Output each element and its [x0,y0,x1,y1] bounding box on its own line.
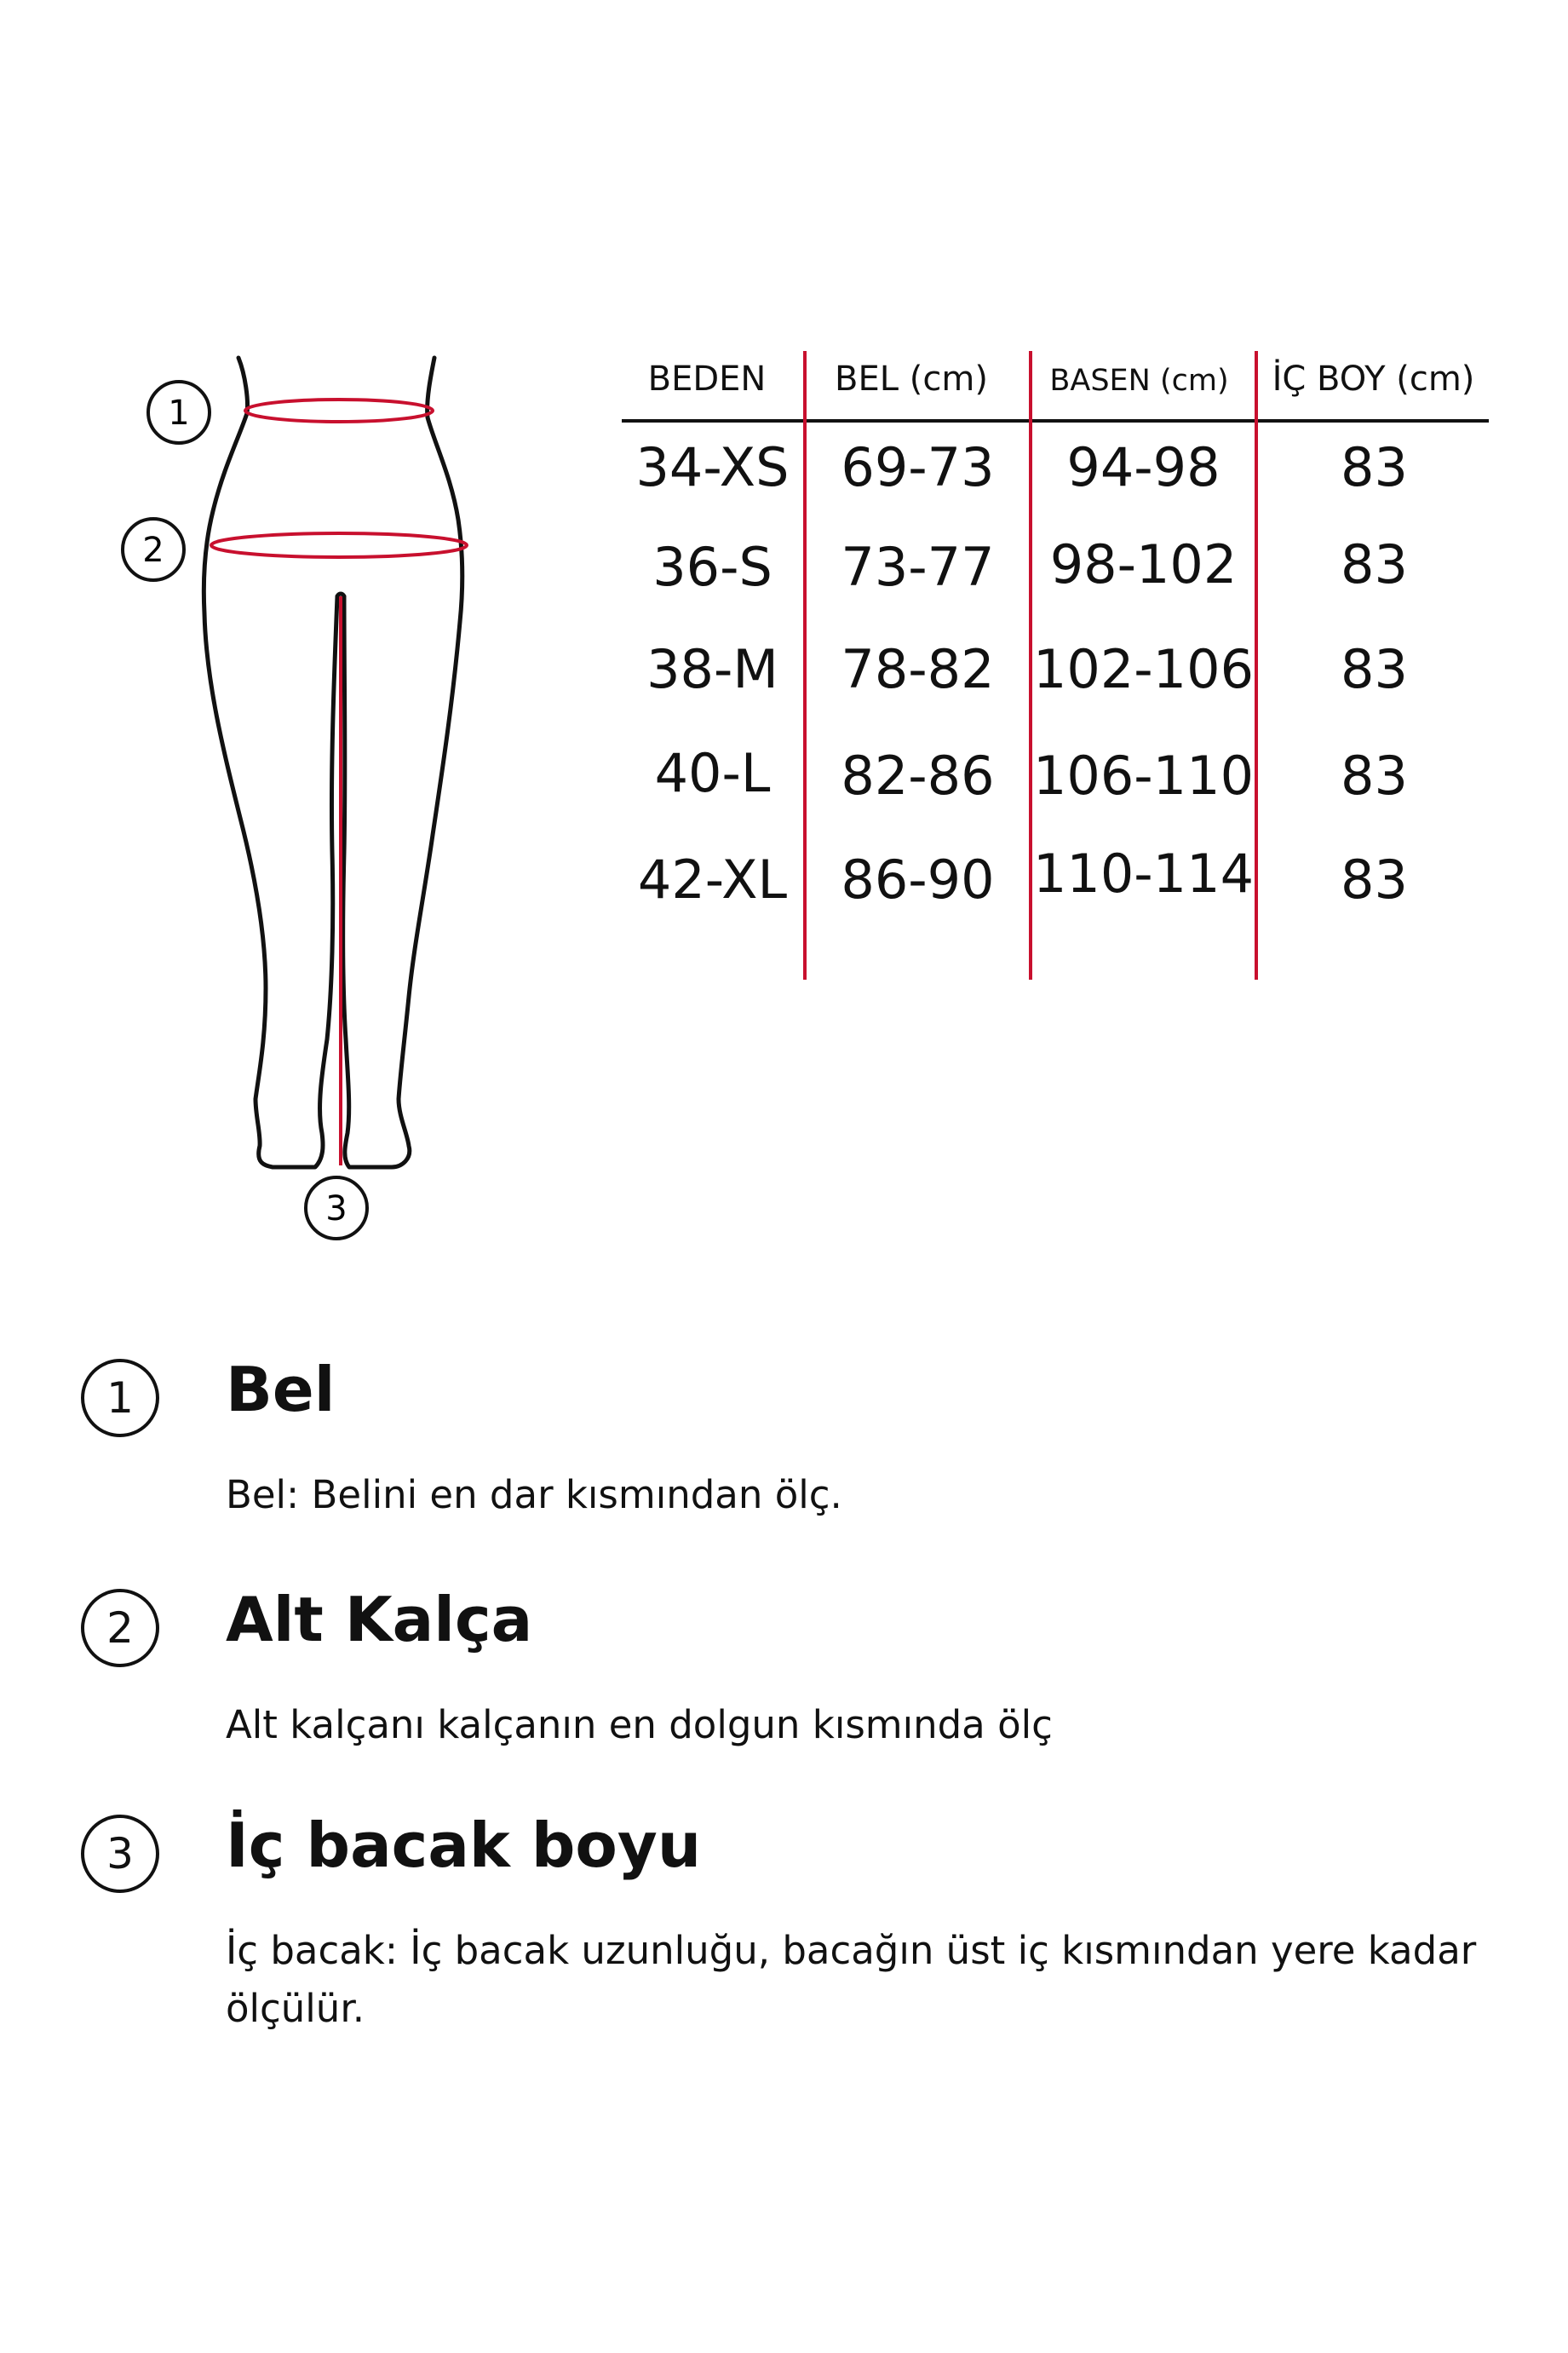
table-cell: 98-102 [1049,533,1238,595]
size-chart-table [622,349,1490,980]
legend-number-badge: 2 [81,1589,159,1667]
legend-description: Bel: Belini en dar kısmından ölç. [226,1472,842,1517]
table-cell: 82-86 [841,745,995,807]
legend-number-badge: 1 [81,1359,159,1437]
header-hip: BASEN (cm) [1049,364,1229,398]
table-cell: 83 [1341,849,1408,911]
header-waist: BEL (cm) [835,360,988,399]
marker-3-label: 3 [325,1189,347,1228]
marker-3 [306,1177,367,1239]
table-cell: 94-98 [1066,436,1221,498]
legend-description: İç bacak: İç bacak uzunluğu, bacağın üst iç kısmından yere kadar ölçülür. [226,1928,1477,2031]
table-cell: 83 [1341,745,1408,807]
header-inseam: İÇ BOY (cm) [1272,360,1475,399]
marker-1 [148,382,210,443]
table-cell: 83 [1341,638,1408,700]
table-cell: 34-XS [635,436,790,498]
legend-title: İç bacak boyu [226,1809,702,1881]
table-cell: 106-110 [1032,745,1255,807]
legend-description: Alt kalçanı kalçanın en dolgun kısmında ölç [226,1702,1053,1747]
table-cell: 69-73 [841,436,995,498]
marker-2-label: 2 [142,531,164,570]
table-cell: 38-M [646,638,778,700]
table-cell: 36-S [652,536,773,598]
table-cell: 42-XL [637,849,788,911]
body-outline [204,358,462,1167]
table-cell: 102-106 [1032,638,1255,700]
marker-1-label: 1 [168,394,190,433]
marker-2 [123,519,184,580]
header-size: BEDEN [647,360,767,399]
legend-number-badge: 3 [81,1815,159,1893]
table-cell: 40-L [654,742,771,804]
legend-title: Alt Kalça [226,1584,533,1655]
hip-measure-line [211,533,467,557]
table-cell: 83 [1341,533,1408,595]
table-cell: 86-90 [841,849,995,911]
table-cell: 110-114 [1032,843,1255,905]
table-cell: 73-77 [841,536,995,598]
table-cell: 78-82 [841,638,995,700]
waist-measure-line [245,400,433,422]
legend-title: Bel [226,1354,336,1425]
table-cell: 83 [1341,436,1408,498]
leggings-figure-illustration [102,341,494,1261]
header-underline [622,419,1489,423]
